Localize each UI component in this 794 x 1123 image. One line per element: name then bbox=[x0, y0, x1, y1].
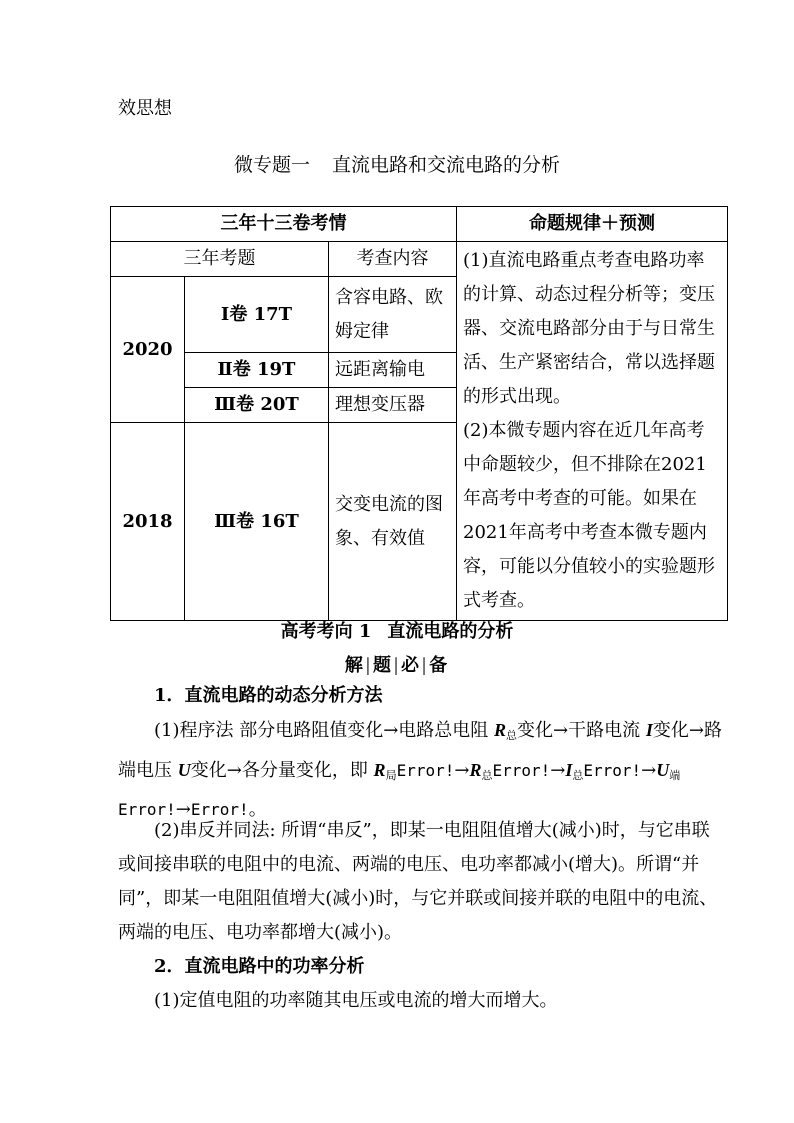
header-cell-prediction: 命题规律＋预测 bbox=[457, 207, 728, 242]
table-header-row bbox=[111, 207, 728, 242]
paragraph-program-method: (1)程序法 部分电路阻值变化→电路总电阻 $R_总$变化→干路电流 I变化→路端电压 U变化→各分量变化，即 $R_局Error!\to R_总Error!\to I_总Error!\to U_端Error!\to Error$!。 bbox=[118, 720, 722, 820]
exam-info-table bbox=[110, 206, 728, 621]
heading-power-analysis: 2．直流电路中的功率分析 bbox=[154, 956, 365, 977]
prediction-2: (2)本微专题内容在近几年高考中命题较少，但不排除在2021年高考中考查的可能。如果在2021年高考中考查本微专题内容，可能以分值较小的实验题形式考查。 bbox=[463, 420, 716, 611]
year-cell: 2018 bbox=[111, 423, 185, 621]
section-subtitle: 解|题|必|备 bbox=[344, 655, 450, 676]
paragraph-fixed-resistor-power: (1)定值电阻的功率随其电压或电流的增大而增大。 bbox=[154, 990, 558, 1011]
content-cell: 交变电流的图象、有效值 bbox=[329, 423, 457, 621]
title-part1: 微专题一 bbox=[233, 154, 310, 176]
header-cell-exam-situation: 三年十三卷考情 bbox=[111, 207, 457, 242]
header-label: 效思想 bbox=[118, 98, 172, 119]
heading-dynamic-analysis: 1．直流电路的动态分析方法 bbox=[154, 685, 383, 706]
col-header-content: 考查内容 bbox=[329, 242, 457, 277]
content-cell: 含容电路、欧姆定律 bbox=[329, 277, 457, 353]
paper-cell: Ⅲ卷 20T bbox=[185, 388, 329, 423]
title-part2: 直流电路和交流电路的分析 bbox=[332, 154, 561, 176]
col-header-topic: 三年考题 bbox=[111, 242, 329, 277]
prediction-cell bbox=[457, 242, 728, 621]
paper-cell: Ⅲ卷 16T bbox=[185, 423, 329, 621]
paper-cell: Ⅱ卷 19T bbox=[185, 353, 329, 388]
paper-cell: Ⅰ卷 17T bbox=[185, 277, 329, 353]
page-title bbox=[0, 150, 794, 177]
year-cell: 2020 bbox=[111, 277, 185, 423]
section-title: 高考考向 1 直流电路的分析 bbox=[280, 621, 514, 642]
paragraph-series-parallel-method: (2)串反并同法: 所谓“串反”，即某一电阻阻值增大(减小)时，与它串联或间接串联的电阻中的电流、两端的电压、电功率都减小(增大)。所谓“并同”，即某一电阻阻值增大(减小)时，与它并联或间接并联的电阻中的电流、两端的电压、电功率都增大(减小)。 bbox=[118, 820, 718, 943]
content-cell: 理想变压器 bbox=[329, 388, 457, 423]
content-cell: 远距离输电 bbox=[329, 353, 457, 388]
table-row bbox=[111, 242, 728, 277]
prediction-1: (1)直流电路重点考查电路功率的计算、动态过程分析等；变压器、交流电路部分由于与日常生活、生产紧密结合，常以选择题的形式出现。 bbox=[463, 250, 716, 407]
